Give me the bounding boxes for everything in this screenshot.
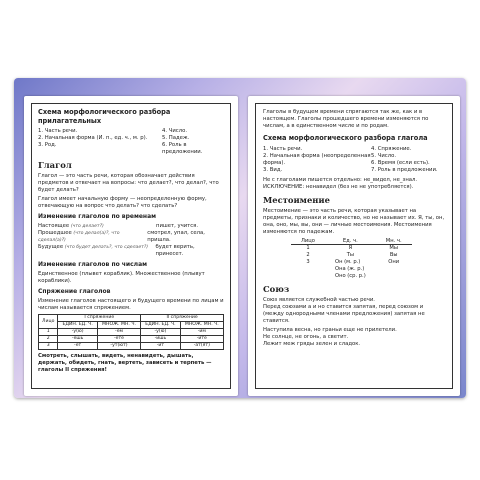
table-cell: -у(ю) [58,329,97,336]
table-cell: -ет [58,343,97,350]
table-cell: -ешь [58,336,97,343]
table-cell: 2 [39,336,58,343]
table-header: II спряжение [141,315,224,322]
table-cell: -ат(ят) [180,343,223,350]
table-row [39,336,224,343]
verb-definition: Глагол — это часть речи, которая обозначает действия предметов и отвечает на вопросы: что делает?, что делал?, что будет делать? [38,173,219,194]
table-header: Ед. ч. [325,238,376,245]
tense-name: Будущее [38,244,64,251]
scheme-item: 7. Роль в предложении. [371,166,438,173]
table-cell: 3 [306,259,310,266]
union-rule: Перед союзами а и но ставится запятая, перед союзом и (между однородными членами предложения) запятая не ставится. [263,303,425,324]
number-heading: Изменение глаголов по числам [38,261,148,269]
tense-name: Прошедшее [38,230,72,237]
table-cell: -ит [141,343,180,350]
table-header: Лицо [291,238,325,245]
tense-example: будет верить, принесет. [155,244,195,258]
table-cell: -ем [97,329,140,336]
scheme-item: 4. Число. [162,128,188,135]
tense-intro: Глаголы в будущем времени спрягаются так же, как и в настоящем. Глаголы прошедшего времени изменяются по числам, а в единственном числе и по родам. [263,109,429,129]
scheme-item: 5. Падеж. [162,135,190,142]
table-subheader: МНОЖ. МН. Ч. [97,322,140,329]
table-header: Лицо [39,315,58,329]
verb-heading: Глагол [38,160,72,171]
table-row [39,343,224,350]
table-cell: Я [348,245,353,252]
table-cell: -ете [97,336,140,343]
table-cell: Ты [346,252,354,259]
table-cell: -ут(ют) [97,343,140,350]
left-page-frame [31,103,231,389]
table-subheader: ЕДИН. ЕД. Ч. [141,322,180,329]
scheme-item: 5. Число. [371,152,397,159]
example-line: Не солнце, не огонь, а светит. [263,333,349,340]
table-cell: -у(ю) [141,329,180,336]
tense-row [38,230,224,244]
adjective-scheme-title: Схема морфологического разбора прилагательных [38,108,171,125]
adjective-scheme [38,128,224,156]
table-cell: 1 [306,245,310,252]
example-line: Лежит меж гряды зелен и сладок. [263,340,361,347]
pronoun-definition: Местоимение — это часть речи, которая указывает на предметы, признаки и количество, но не называет их. Я, ты, он, она, оно, мы, вы, они — личные местоимения. Местоимения изменяются по падежам. [263,207,445,235]
scheme-item: 2. Начальная форма (И. п., ед. ч., м. р). [38,135,148,142]
table-cell: -им [180,329,223,336]
table-cell: Они [388,259,400,266]
scheme-item: 1. Часть речи. [38,128,78,135]
conjugation-text: Изменение глаголов настоящего и будущего времени по лицам и числам называется спряжением. [38,298,224,312]
table-row [291,245,412,252]
table-row [291,259,412,280]
scheme-item: 6. Время (если есть). [371,159,430,166]
scheme-item: 3. Вид. [263,166,283,173]
table-cell: Мы [389,245,398,252]
table-cell: 1 [39,329,58,336]
table-header: Мн. ч. [376,238,412,245]
conjugation-table [38,314,224,350]
tense-question: (что делал(а)?, что сделал(а)?) [38,231,120,244]
tense-question: (что будет делать?, что сделает?) [64,245,149,251]
tense-name: Настоящее [38,223,70,230]
tense-example: пишет, учится. [156,223,199,230]
table-subheader: МНОЖ. МН. Ч. [180,322,223,329]
scheme-item: 1. Часть речи. [263,145,303,152]
scheme-item: 4. Спряжение. [371,145,412,152]
scheme-item: 6. Роль в предложении. [162,142,203,156]
verb-infinitive: Глагол имеет начальную форму — неопределенную форму, отвечающую на вопрос что делать? что сделать? [38,196,207,210]
table-row [39,329,224,336]
union-heading: Союз [263,283,290,294]
pronoun-heading: Местоимение [263,194,330,205]
example-line: Наступила весна, но граньи еще не прилетели. [263,326,397,333]
table-cell: Он (м. р.) Она (ж. р.) Оно (ср. р.) [334,259,366,279]
pronoun-table [291,238,412,280]
table-cell: Вы [389,252,398,259]
ne-rule: Не с глаголами пишется отдельно: не_видел, не_знал. ИСКЛЮЧЕНИЕ: ненавидел (без не не употребляется). [263,176,418,190]
table-header: I спряжение [58,315,141,322]
union-text: Союз является служебной частью речи. [263,296,375,303]
table-cell: -ишь [141,336,180,343]
left-page [24,96,238,396]
verb-scheme [263,146,445,174]
table-cell: -ите [180,336,223,343]
table-cell: 2 [306,252,310,259]
scheme-item: 3. Род. [38,142,57,149]
tense-question: (что делает?) [70,224,104,230]
verb-scheme-title: Схема морфологического разбора глагола [263,133,428,142]
right-page [248,96,460,396]
table-subheader: ЕДИН. ЕД. Ч. [58,322,97,329]
tense-example: смотрел, упал, села, пришла. [147,230,205,244]
right-page-frame [255,103,453,389]
conjugation-heading: Спряжение глаголов [38,288,111,296]
scheme-item: 2. Начальная форма (неопределенная форма). [263,152,371,166]
conjugation-exceptions: Смотреть, слышать, видеть, ненавидеть, дышать, держать, обидеть, гнать, вертеть, зависеть и терпеть — глаголы II спряжения! [38,353,212,374]
tense-row [38,223,224,230]
table-cell: 3 [39,343,58,350]
tense-row [38,244,224,258]
tense-heading: Изменение глаголов по временам [38,213,157,221]
number-text: Единственное (плывет кораблик). Множественное (плывут кораблики). [38,271,205,285]
table-row [291,252,412,259]
